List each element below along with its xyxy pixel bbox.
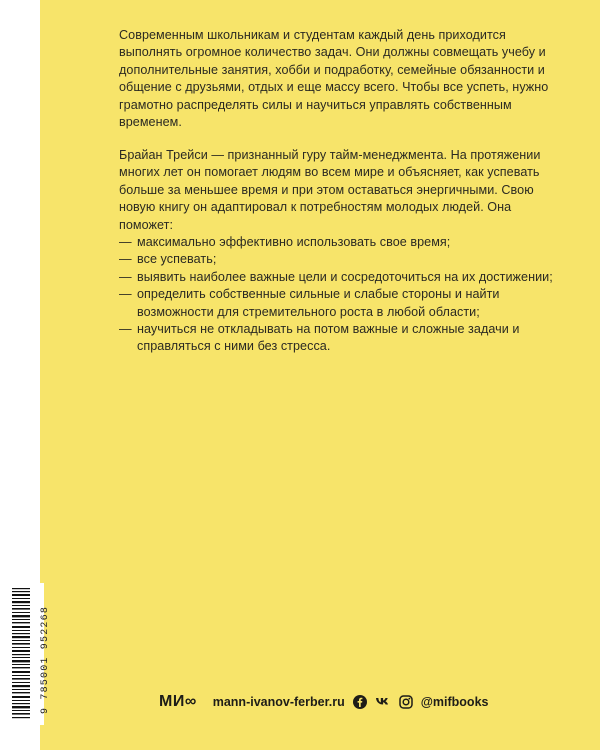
vk-icon[interactable] xyxy=(375,696,391,708)
list-item-text: максимально эффективно использовать свое время; xyxy=(137,235,451,250)
isbn-barcode xyxy=(9,583,51,725)
publisher-footer xyxy=(159,690,488,714)
list-item-text: определить собственные сильные и слабые стороны и найти возможности для стремительного роста в любой области; xyxy=(137,287,500,319)
list-item xyxy=(119,234,559,251)
list-item xyxy=(119,286,559,321)
isbn-number: 9 785001 952268 xyxy=(40,605,51,714)
intro-paragraph xyxy=(119,27,559,131)
dash-marker: — xyxy=(119,235,132,250)
dash-marker: — xyxy=(119,322,132,337)
instagram-icon[interactable] xyxy=(399,695,413,709)
about-block xyxy=(119,147,559,356)
publisher-logo: МИ∞ xyxy=(159,693,197,710)
list-item xyxy=(119,269,559,286)
dash-marker: — xyxy=(119,269,132,284)
back-cover xyxy=(40,0,600,750)
list-item-text: научиться не откладывать на потом важные и сложные задачи и справляться с ними без стресса. xyxy=(137,322,520,354)
barcode-bars xyxy=(10,584,43,724)
dash-marker: — xyxy=(119,287,132,302)
intro-text: Современным школьникам и студентам каждый день приходится выполнять огромное количество задач. Они должны совмещать учебу и дополнительные занятия, хобби и подработку, семейные обязанности и общение с друзьями, отдых и еще массу всего. Чтобы все успеть, нужно грамотно распределять силы и научиться управлять собственным временем. xyxy=(119,28,549,130)
about-text: Брайан Трейси — признанный гуру тайм-менеджмента. На протяжении многих лет он помогает людям во всем мире и объясняет, как успевать больше за меньшее время и при этом оставаться энергичными. Свою новую книгу он адаптировал к потребностям молодых людей. Она поможет: xyxy=(119,148,541,232)
website-link[interactable]: mann-ivanov-ferber.ru xyxy=(212,695,345,709)
list-item-text: все успевать; xyxy=(137,252,217,267)
list-item-text: выявить наиболее важные цели и сосредоточиться на их достижении; xyxy=(137,269,553,284)
dash-marker: — xyxy=(119,252,132,267)
social-handle[interactable]: @mifbooks xyxy=(420,695,489,709)
benefits-list xyxy=(119,234,559,356)
list-item xyxy=(119,251,559,268)
list-item xyxy=(119,321,559,356)
facebook-icon[interactable] xyxy=(353,695,367,709)
